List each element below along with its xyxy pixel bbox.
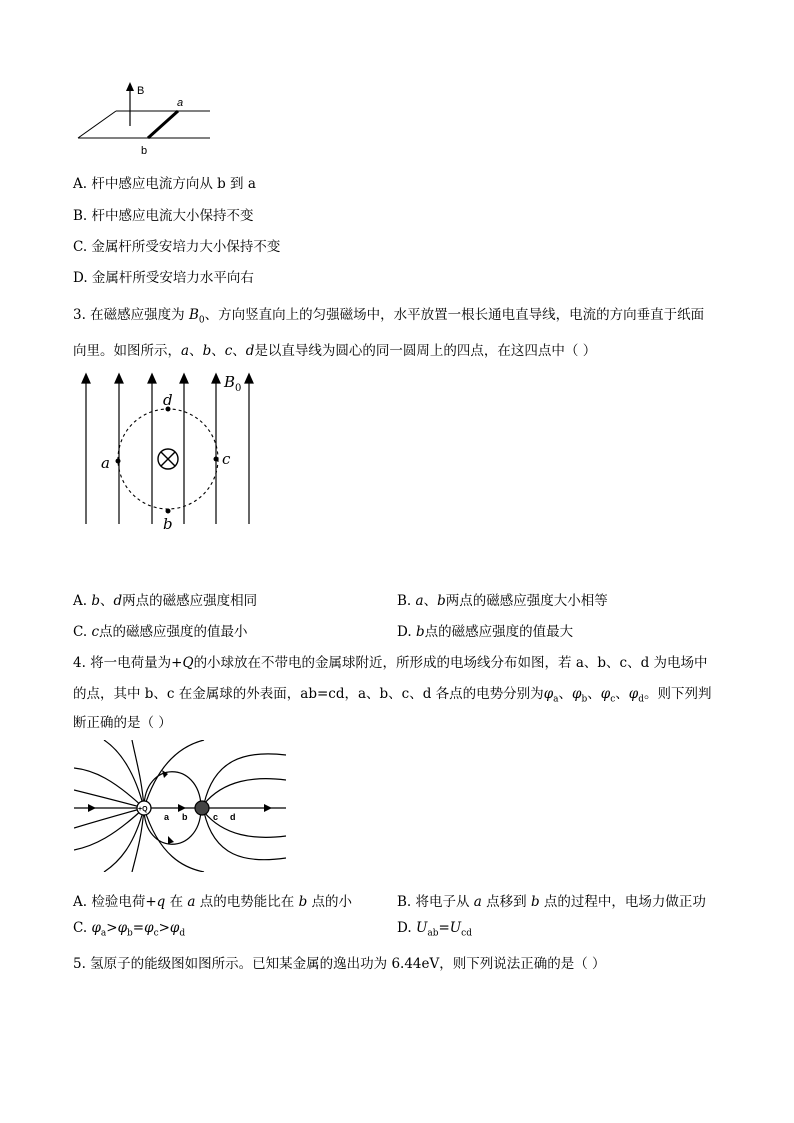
label-a: a: [164, 812, 170, 822]
label-d: d: [163, 391, 173, 409]
q4-stem-line1: 4. 将一电荷量为+Q的小球放在不带电的金属球附近，所形成的电场线分布如图，若 a、b、c、d 为电场中: [73, 655, 708, 671]
q3-stem-line1: 3. 在磁感应强度为 $B_0$、方向竖直向上的匀强磁场中，水平放置一根长通电直导线，电流的方向垂直于纸面: [73, 307, 705, 326]
electric-field-figure: [74, 740, 286, 872]
label-c: c: [222, 450, 231, 468]
label-a: a: [101, 454, 110, 472]
q3-option-c: C. c点的磁感应强度的值最小: [73, 624, 248, 640]
label-a: a: [177, 97, 184, 109]
q4-stem-line2: 的点，其中 b、c 在金属球的外表面，ab=cd，a、b、c、d 各点的电势分别为$\varphi_a$、$\varphi_b$、$\varphi_c$、$\varphi_d$。则下列判: [73, 686, 712, 705]
label-plus-q: +Q: [138, 806, 148, 813]
q2-option-b: B. 杆中感应电流大小保持不变: [73, 208, 254, 224]
label-b: b: [163, 515, 173, 533]
q3-option-d: D. b点的磁感应强度的值最大: [397, 624, 574, 640]
q5-stem: 5. 氢原子的能级图如图所示。已知某金属的逸出功为 6.44eV，则下列说法正确的是（ ）: [73, 956, 606, 972]
label-B0: $B_0$: [224, 373, 242, 394]
q3-option-b: B. a、b两点的磁感应强度大小相等: [397, 593, 608, 609]
label-d: d: [230, 812, 236, 822]
label-B: B: [137, 85, 145, 97]
q4-stem-line3: 断正确的是（ ）: [73, 715, 172, 731]
q4-option-a: A. 检验电荷+q 在 a 点的电势能比在 b 点的小: [73, 894, 353, 910]
q4-option-d: D. $U_{ab}=U_{cd}$: [397, 920, 472, 939]
label-b: b: [182, 812, 188, 822]
q2-option-c: C. 金属杆所受安培力大小保持不变: [73, 239, 281, 255]
q4-option-c: C. $\varphi_a>\varphi_b=\varphi_c>\varphi_d$: [73, 920, 186, 939]
q3-option-a: A. b、d两点的磁感应强度相同: [73, 593, 258, 609]
q4-option-b: B. 将电子从 a 点移到 b 点的过程中，电场力做正功: [397, 894, 706, 910]
q2-option-a: A. 杆中感应电流方向从 b 到 a: [73, 176, 256, 192]
q2-option-d: D. 金属杆所受安培力水平向右: [73, 270, 254, 286]
label-b: b: [141, 145, 148, 157]
q3-stem-line2: 向里。如图所示，a、b、c、d是以直导线为圆心的同一圆周上的四点，在这四点中（ ）: [73, 343, 597, 359]
label-c: c: [213, 812, 219, 822]
rail-rod-figure: [74, 80, 224, 158]
magnetic-field-figure: [74, 372, 264, 534]
